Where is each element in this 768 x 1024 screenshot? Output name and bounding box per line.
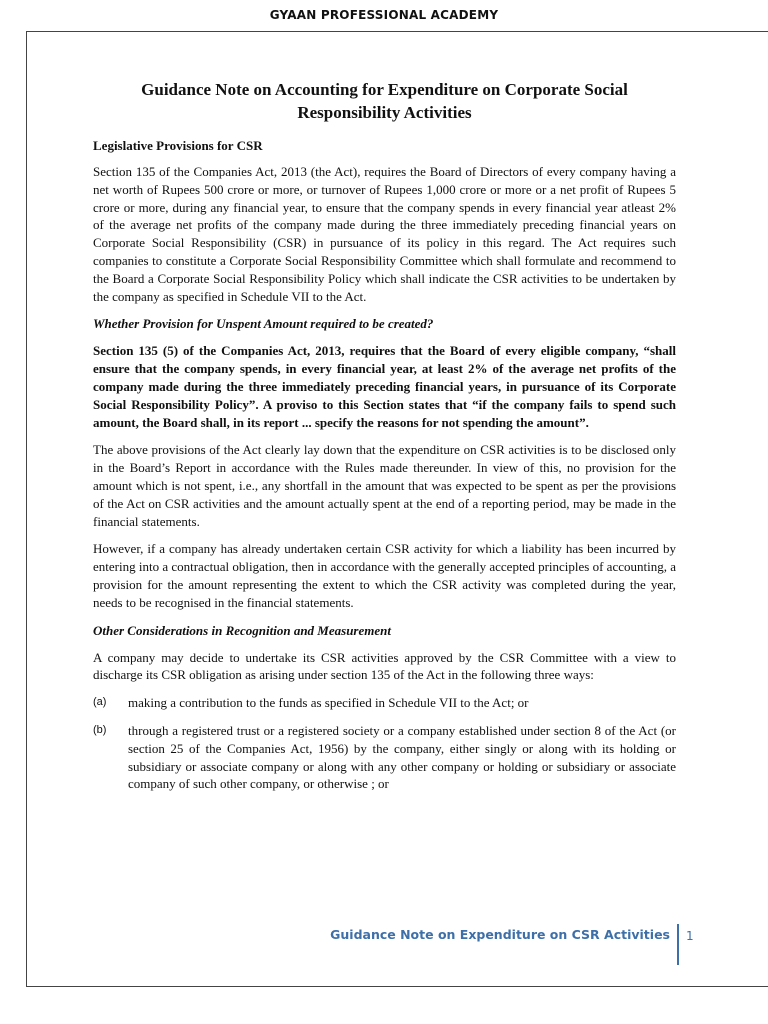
list-item-label: (b) [93, 723, 107, 736]
document-title: Guidance Note on Accounting for Expenditure on Corporate Social Responsibility Activities [141, 80, 628, 122]
section-heading-unspent: Whether Provision for Unspent Amount required to be created? [93, 316, 434, 332]
paragraph-three-ways: A company may decide to undertake its CSR activities approved by the CSR Committee with a view to discharge its CSR obligation as arising under section 135 of the Act in the following three ways: [93, 649, 676, 683]
page-header: GYAAN PROFESSIONAL ACADEMY [269, 8, 499, 22]
paragraph-section-135-5: Section 135 (5) of the Companies Act, 2013, requires that the Board of every eligible company, “shall ensure that the company spends, in every financial year, at least 2% of the average net profits of the company made during the three immediately preceding financial years, in pursuance of its Corporate Social Responsibility Policy”. A proviso to this Section states that “if the company fails to spend such amount, the Board shall, in its report ... specify the reasons for not spending the amount”. [93, 343, 676, 430]
paragraph-section-135: Section 135 of the Companies Act, 2013 (the Act), requires the Board of Directors of every company having a net worth of Rupees 500 crore or more, or turnover of Rupees 1,000 crore or more or a net profit of Rupees 5 crore or more, during any financial year, to ensure that the company spends in every financial year atleast 2% of the average net profits of the company made during the three immediately preceding financial years on Corporate Social Responsibility (CSR) in pursuance of its policy in this regard. The Act requires such companies to constitute a Corporate Social Responsibility Committee which shall formulate and recommend to the Board a Corporate Social Responsibility Policy which shall indicate the CSR activities to be undertaken by the company as specified in Schedule VII to the Act. [93, 164, 676, 304]
page-number: 1 [686, 929, 694, 943]
footer-divider [677, 924, 679, 965]
list-item [93, 694, 676, 712]
paragraph-liability: However, if a company has already undertaken certain CSR activity for which a liability has been incurred by entering into a contractual obligation, then in accordance with the generally accepted principles of accounting, a provision for the amount representing the extent to which the CSR activity was completed during the year, needs to be recognised in the financial statements. [93, 541, 676, 610]
footer-title: Guidance Note on Expenditure on CSR Activities [330, 927, 670, 942]
list-item [93, 722, 676, 793]
section-heading-recognition: Other Considerations in Recognition and Measurement [93, 622, 391, 638]
section-heading-legislative: Legislative Provisions for CSR [93, 138, 263, 153]
list-item-text: making a contribution to the funds as specified in Schedule VII to the Act; or [128, 695, 529, 711]
paragraph-disclosure: The above provisions of the Act clearly lay down that the expenditure on CSR activities is to be disclosed only in the Board’s Report in accordance with the Rules made thereunder. In view of this, no provision for the amount which is not spent, i.e., any shortfall in the amount that was expected to be spent as per the provisions of the Act on CSR activities and the amount actually spent at the end of a reporting period, may be made in the financial statements. [93, 442, 676, 529]
list-item-label: (a) [93, 696, 107, 709]
document-body [93, 78, 676, 803]
list-item-text: through a registered trust or a registered society or a company established under section 8 of the Act (or section 25 of the Companies Act, 1956) by the company, either singly or along with its holding or subsidiary or associate company or along with any other company or holding or subsidiary or associate company of such other company, or otherwise ; or [128, 722, 676, 792]
